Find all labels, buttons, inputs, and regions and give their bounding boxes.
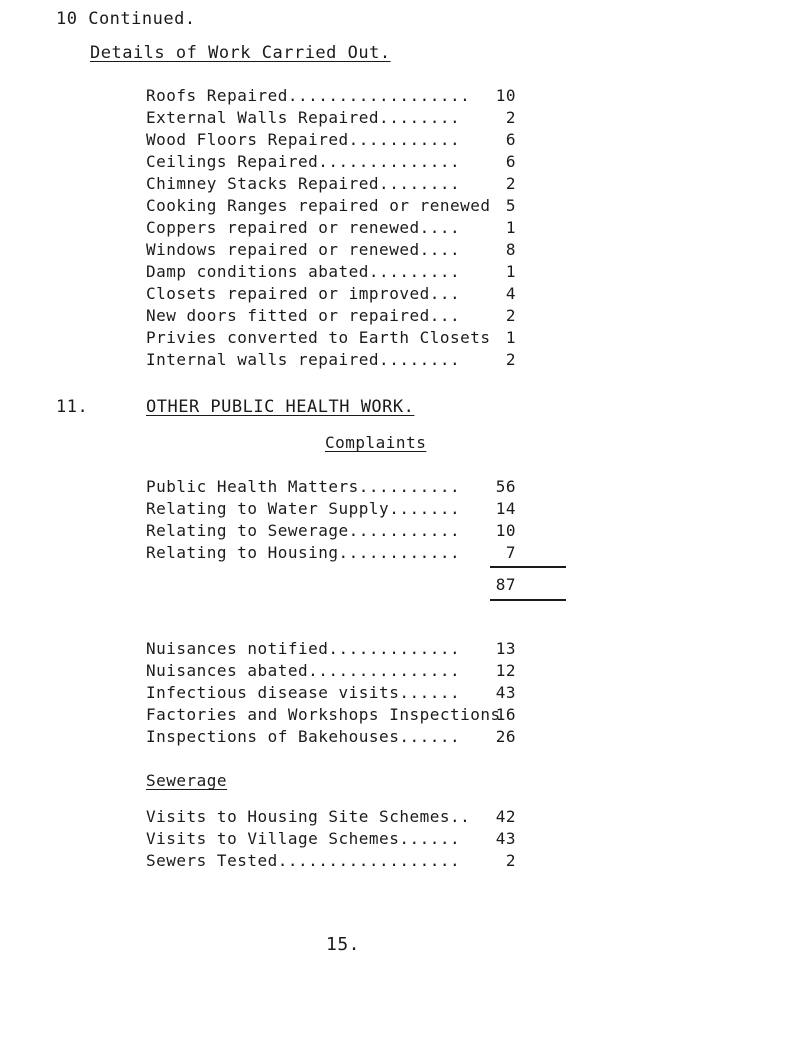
item-value: 8 [505,240,516,259]
page-title: Details of Work Carried Out. [90,43,391,63]
item-label: Relating to Water Supply....... [146,499,461,518]
item-label: Inspections of Bakehouses...... [146,727,461,746]
item-label: Visits to Village Schemes...... [146,829,461,848]
item-label: New doors fitted or repaired... [146,306,461,325]
item-label: Internal walls repaired........ [146,350,461,369]
item-label: Windows repaired or renewed.... [146,240,461,259]
item-value: 4 [505,284,516,303]
complaints-total [146,576,536,630]
item-label: Coppers repaired or renewed.... [146,218,461,237]
item-value: 7 [505,543,516,562]
item-label: Damp conditions abated......... [146,262,461,281]
item-value: 1 [505,328,516,347]
item-label: Nuisances notified............. [146,639,461,658]
item-value: 2 [505,851,516,870]
item-value: 1 [505,262,516,281]
sewerage-heading: Sewerage [146,771,228,790]
item-value: 42 [495,807,516,826]
item-value: 13 [495,639,516,658]
item-label: Roofs Repaired.................. [146,86,471,105]
item-value: 10 [495,521,516,540]
complaints-heading: Complaints [325,433,427,452]
item-label: Closets repaired or improved... [146,284,461,303]
item-value: 26 [495,727,516,746]
continued-heading: 10 Continued. [56,9,196,29]
total-value: 87 [495,575,516,594]
section-title: OTHER PUBLIC HEALTH WORK. [146,397,415,417]
item-label: Privies converted to Earth Closets [146,328,491,347]
total-rule-top [490,566,566,568]
item-value: 2 [505,174,516,193]
item-label: Nuisances abated............... [146,661,461,680]
list-item [146,852,536,924]
item-label: Relating to Sewerage........... [146,521,461,540]
item-value: 2 [505,108,516,127]
item-value: 12 [495,661,516,680]
item-label: Ceilings Repaired.............. [146,152,461,171]
item-label: Public Health Matters.......... [146,477,461,496]
item-label: Chimney Stacks Repaired........ [146,174,461,193]
section-number: 11. [56,397,89,417]
item-value: 6 [505,130,516,149]
item-value: 5 [505,196,516,215]
item-value: 6 [505,152,516,171]
item-value: 14 [495,499,516,518]
item-value: 56 [495,477,516,496]
item-label: Visits to Housing Site Schemes.. [146,807,471,826]
item-value: 43 [495,683,516,702]
item-value: 1 [505,218,516,237]
item-value: 2 [505,350,516,369]
page-number: 15. [326,934,361,955]
item-label: Wood Floors Repaired........... [146,130,461,149]
item-value: 2 [505,306,516,325]
item-label: Factories and Workshops Inspections [146,705,501,724]
item-value: 16 [495,705,516,724]
item-label: Sewers Tested.................. [146,851,461,870]
item-label: Infectious disease visits...... [146,683,461,702]
item-value: 43 [495,829,516,848]
item-label: Relating to Housing............ [146,543,461,562]
item-label: Cooking Ranges repaired or renewed [146,196,491,215]
item-value: 10 [495,86,516,105]
total-rule-bottom [490,599,566,601]
item-label: External Walls Repaired........ [146,108,461,127]
